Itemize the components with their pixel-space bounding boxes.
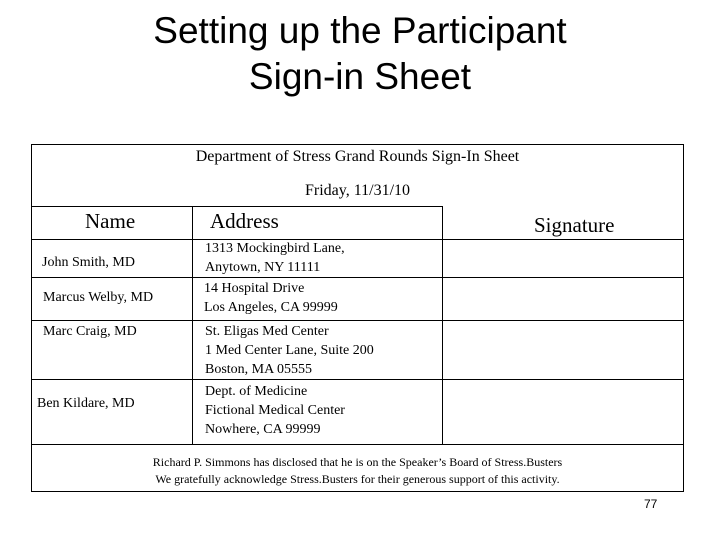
participant-address-line: Los Angeles, CA 99999	[204, 300, 338, 315]
participant-address-line: 1313 Mockingbird Lane,	[205, 241, 345, 256]
participant-address-line: 14 Hospital Drive	[204, 281, 305, 296]
column-divider-signature	[442, 206, 443, 444]
participant-address-line: St. Eligas Med Center	[205, 324, 329, 339]
table-bottom-divider	[32, 444, 683, 445]
participant-name: John Smith, MD	[42, 255, 135, 270]
participant-name: Marc Craig, MD	[43, 324, 137, 339]
row-divider	[32, 379, 683, 380]
slide-title-line-2: Sign-in Sheet	[248, 56, 472, 97]
page-number: 77	[644, 497, 658, 511]
header-divider-left	[32, 206, 442, 207]
column-divider-name	[192, 206, 193, 444]
participant-address-line: Boston, MA 05555	[205, 362, 312, 377]
acknowledgement-statement: We gratefully acknowledge Stress.Busters for their generous support of this activity.	[155, 472, 560, 486]
sheet-date: Friday, 11/31/10	[304, 182, 411, 199]
participant-address-line: Nowhere, CA 99999	[205, 422, 321, 437]
slide-title-line-1: Setting up the Participant	[153, 10, 567, 51]
slide-title	[0, 8, 720, 100]
row-divider	[32, 320, 683, 321]
column-header-address: Address	[210, 209, 279, 233]
column-header-name: Name	[85, 209, 136, 233]
participant-name: Ben Kildare, MD	[37, 396, 135, 411]
participant-name: Marcus Welby, MD	[43, 290, 154, 305]
participant-address-line: Dept. of Medicine	[205, 384, 308, 399]
sheet-heading: Department of Stress Grand Rounds Sign-In Sheet	[195, 148, 520, 165]
column-header-signature: Signature	[534, 213, 615, 237]
participant-address-line: Fictional Medical Center	[205, 403, 345, 418]
row-divider	[32, 277, 683, 278]
disclosure-statement: Richard P. Simmons has disclosed that he is on the Speaker’s Board of Stress.Busters	[152, 455, 563, 469]
sign-in-sheet	[31, 144, 684, 492]
participant-address-line: Anytown, NY 11111	[205, 260, 321, 275]
participant-address-line: 1 Med Center Lane, Suite 200	[205, 343, 374, 358]
row-divider	[32, 239, 192, 240]
